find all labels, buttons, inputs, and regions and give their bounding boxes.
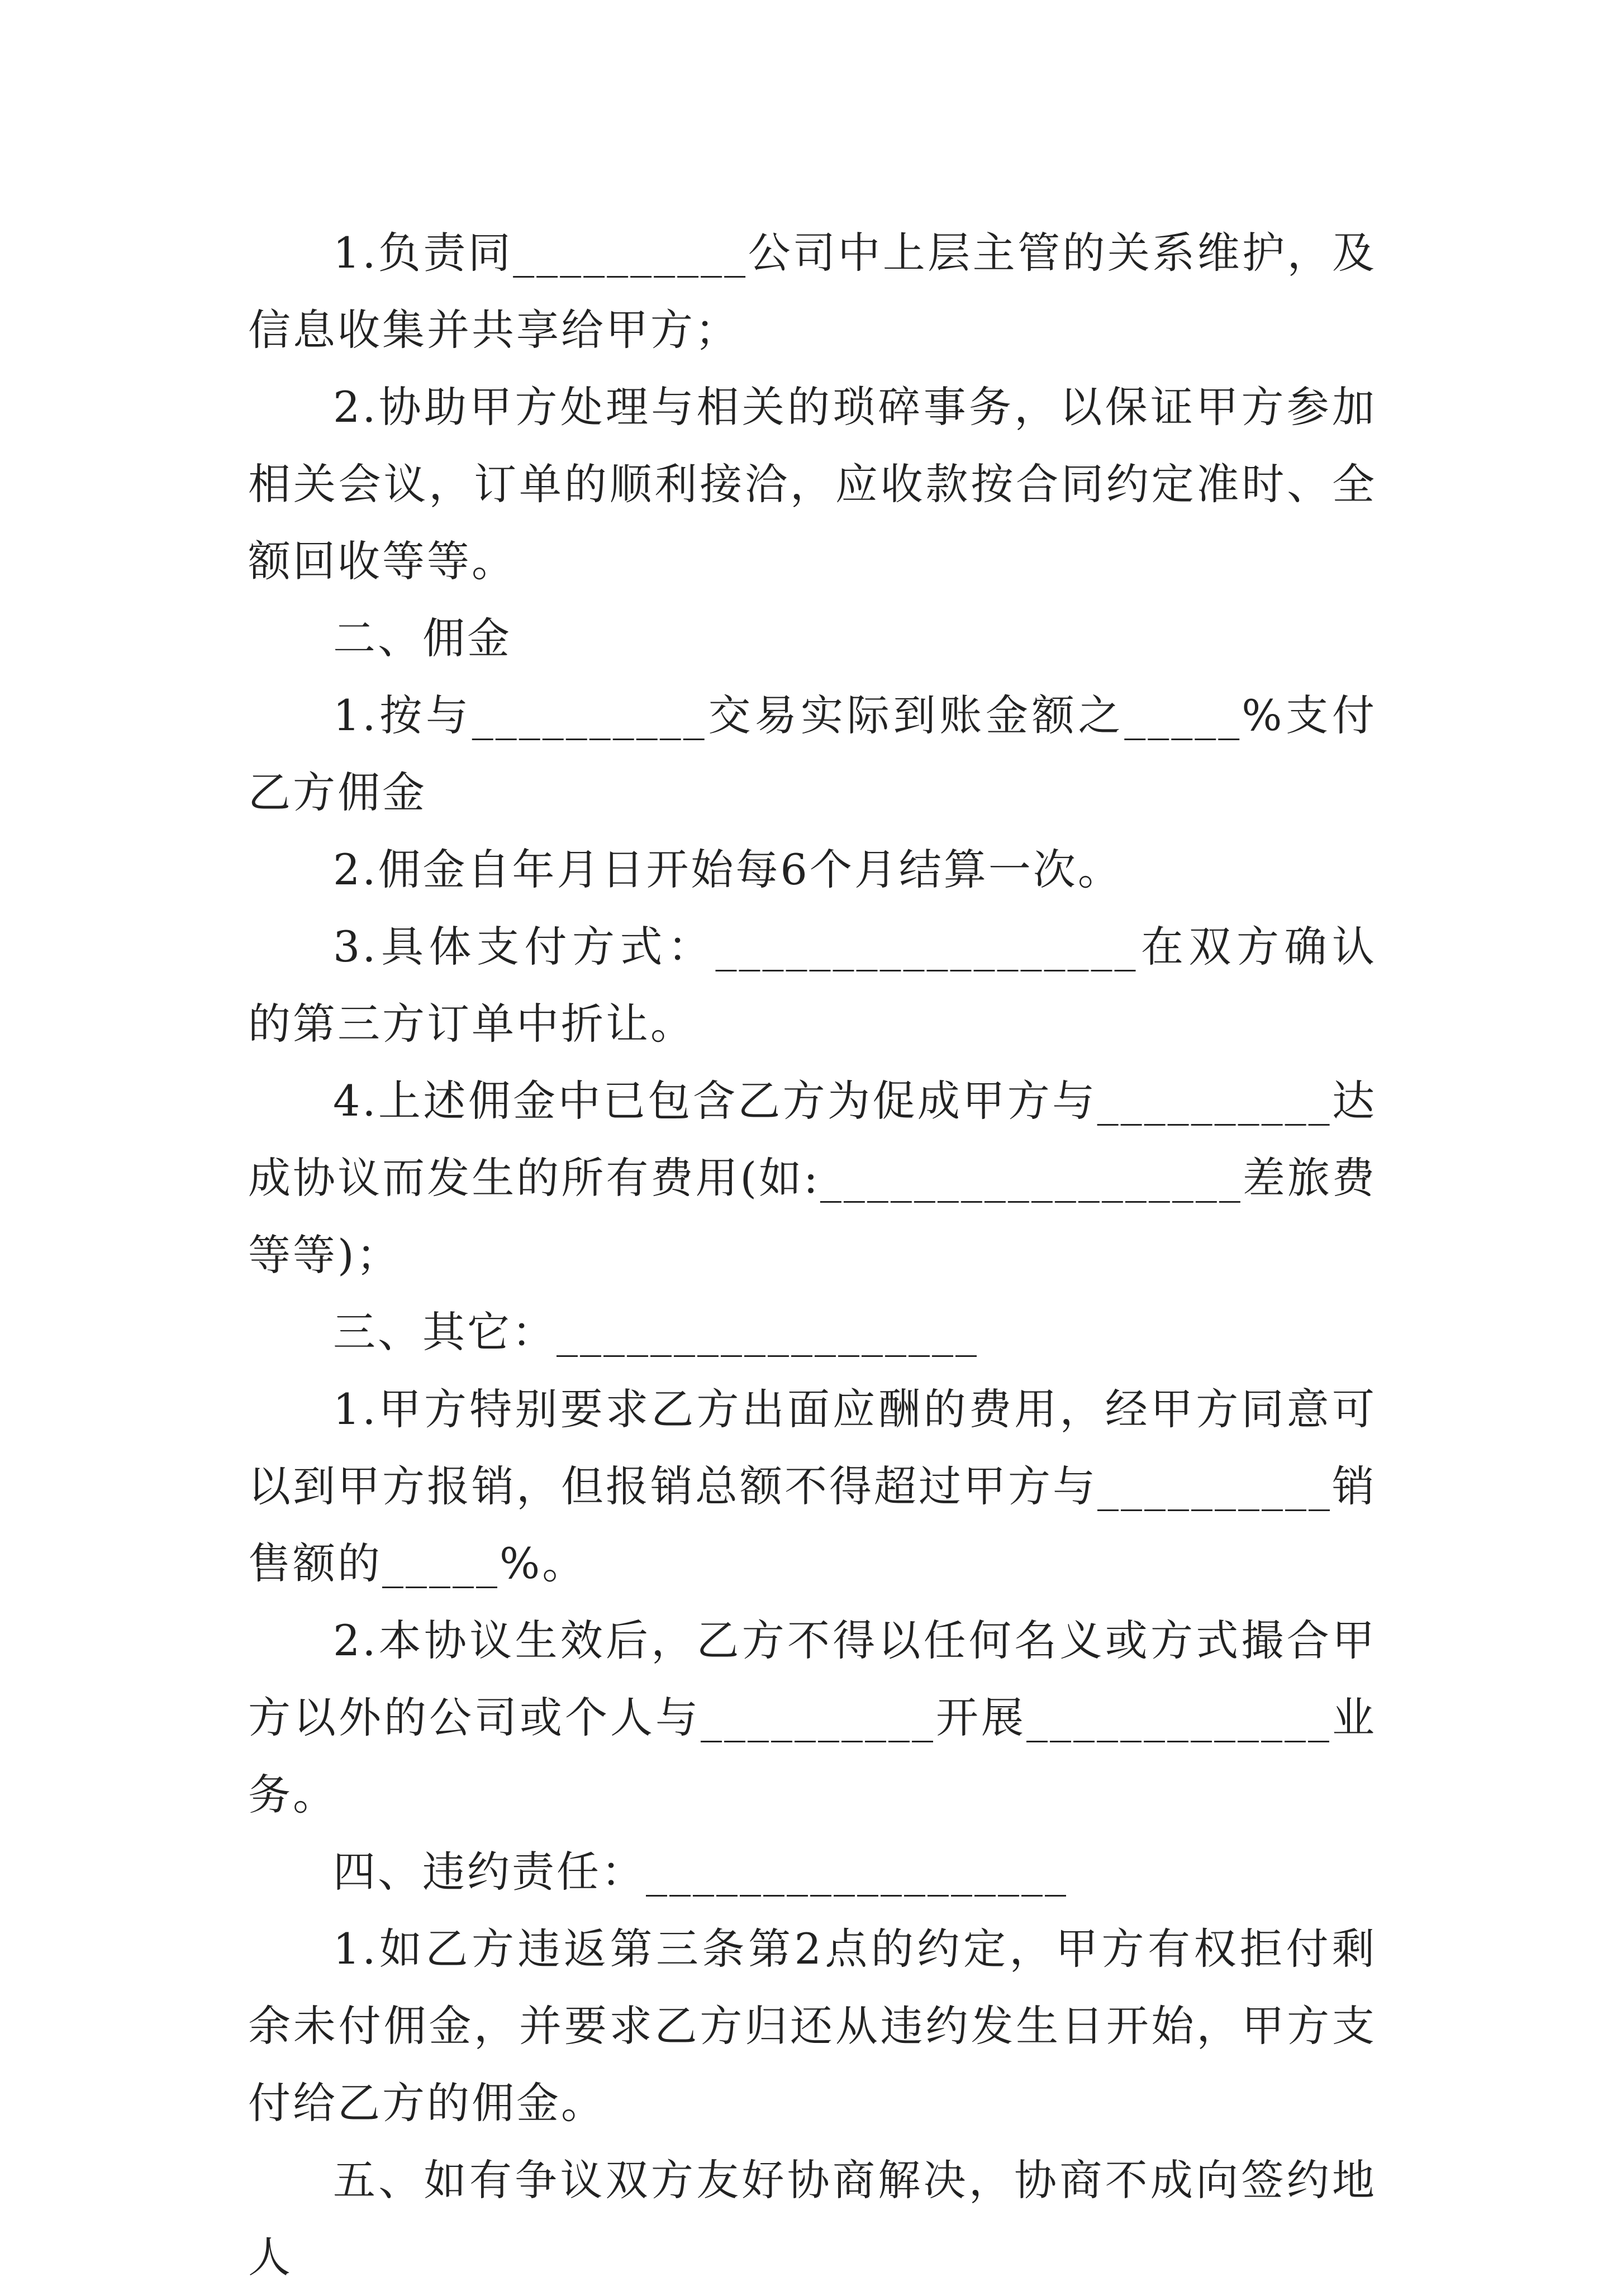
- other-clause-1: 1.甲方特别要求乙方出面应酬的费用，经甲方同意可以到甲方报销，但报销总额不得超过甲方与__________销售额的_____%。: [248, 1384, 1377, 1588]
- clause-2-assist: 2.协助甲方处理与相关的琐碎事务，以保证甲方参加相关会议，订单的顺利接洽，应收款按合同约定准时、全额回收等等。: [248, 382, 1377, 586]
- section-heading-dispute: 五、如有争议双方友好协商解决，协商不成向签约地人: [248, 2155, 1377, 2282]
- other-clause-2: 2.本协议生效后，乙方不得以任何名义或方式撮合甲方以外的公司或个人与__________开展_____________业务。: [248, 1616, 1377, 1819]
- commission-clause-4: 4.上述佣金中已包含乙方为促成甲方与__________达成协议而发生的所有费用(如:__________________差旅费等等)；: [248, 1076, 1377, 1280]
- commission-clause-3: 3.具体支付方式：__________________在双方确认的第三方订单中折让。: [248, 922, 1377, 1049]
- section-heading-other: 三、其它：__________________: [333, 1307, 979, 1357]
- section-heading-liability: 四、违约责任：__________________: [333, 1847, 1068, 1897]
- clause-1-relations: 1.负责同__________公司中上层主管的关系维护，及信息收集并共享给甲方；: [248, 228, 1377, 355]
- commission-clause-1: 1.按与__________交易实际到账金额之_____%支付乙方佣金: [248, 690, 1377, 817]
- section-heading-commission: 二、佣金: [333, 613, 512, 663]
- liability-clause-1: 1.如乙方违返第三条第2点的约定，甲方有权拒付剩余未付佣金，并要求乙方归还从违约发生日开始，甲方支付给乙方的佣金。: [248, 1924, 1377, 2128]
- commission-clause-2: 2.佣金自年月日开始每6个月结算一次。: [333, 845, 1123, 894]
- document-page: [248, 215, 1377, 2296]
